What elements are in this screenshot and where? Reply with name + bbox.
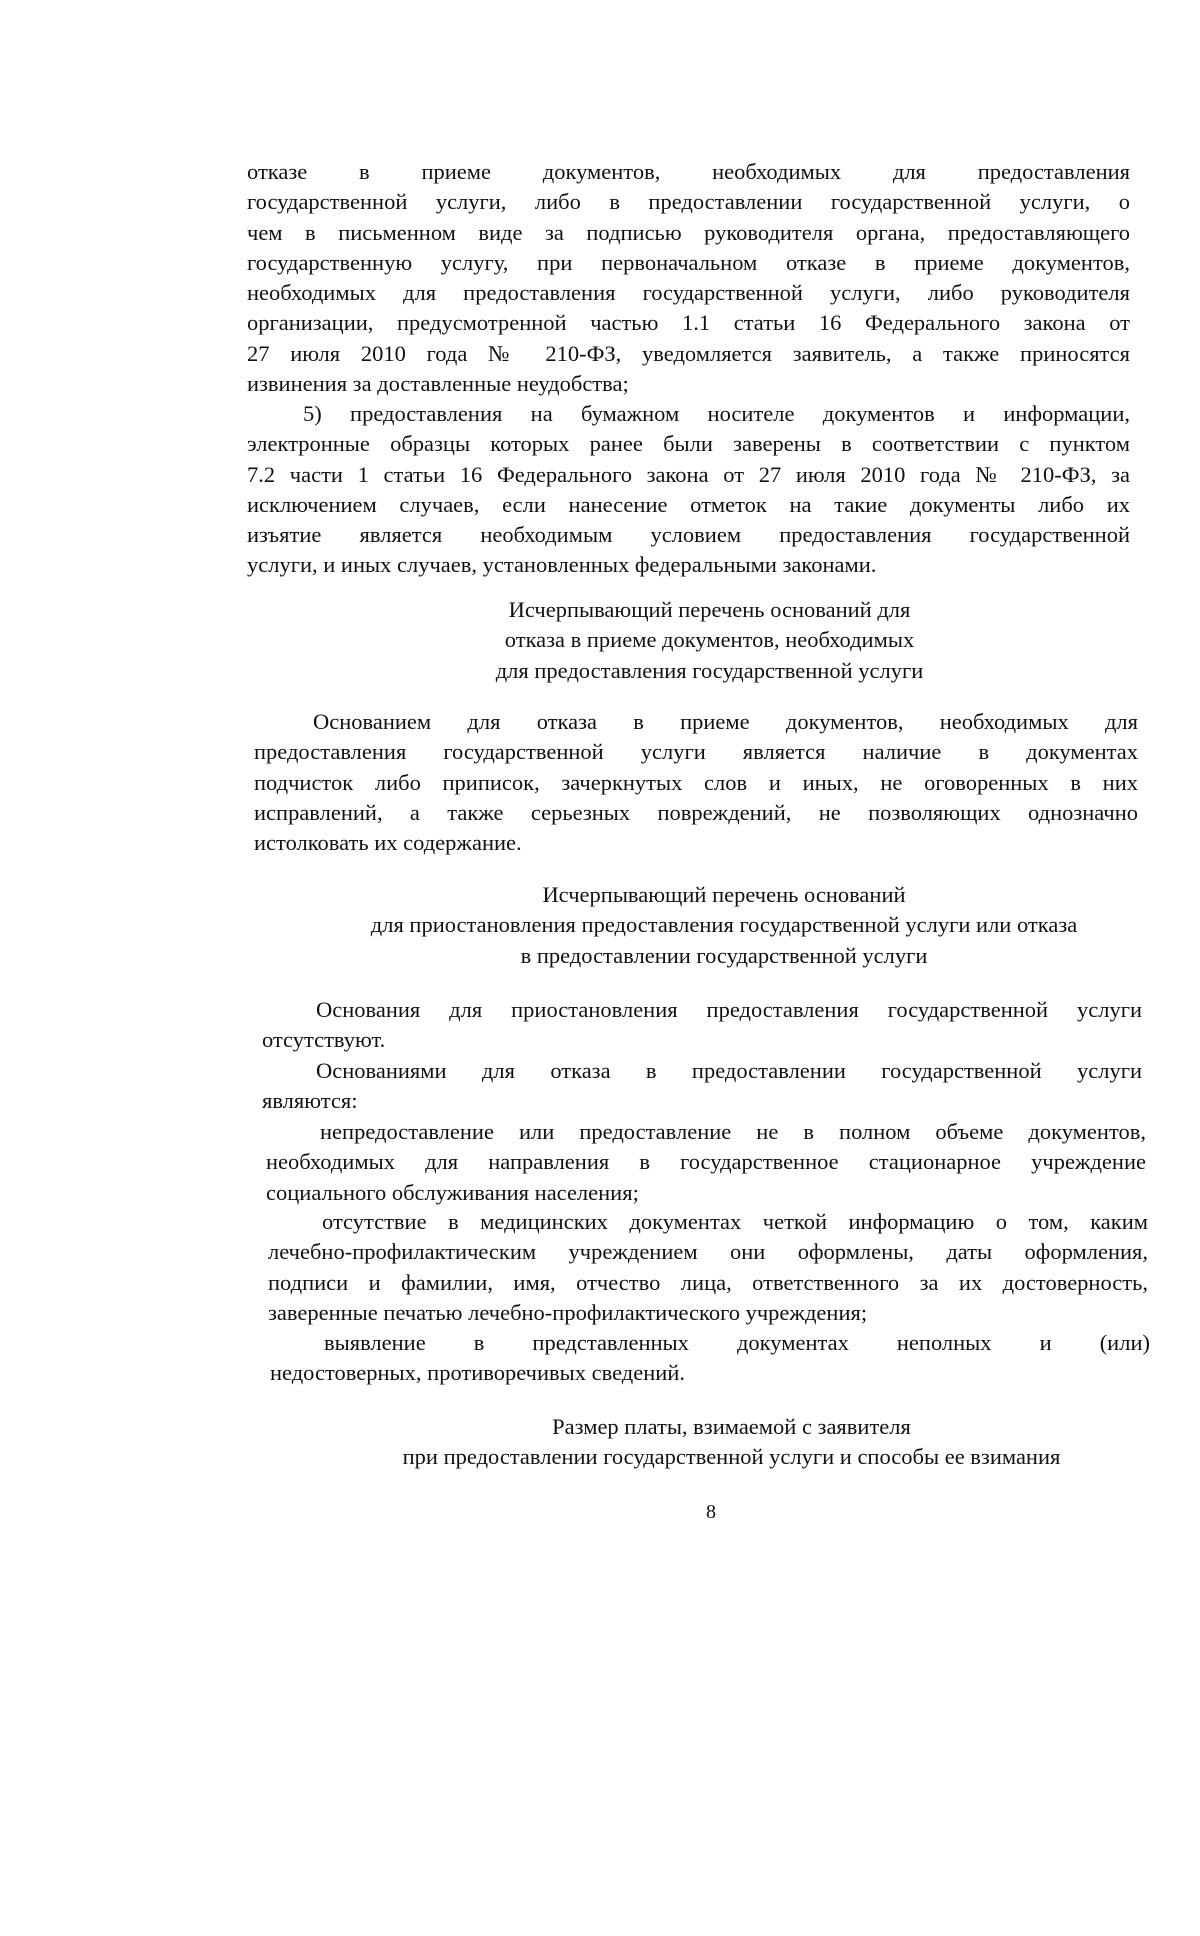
heading-line: Размер платы, взимаемой с заявителя [552, 1414, 911, 1439]
section-heading-document-refusal [247, 595, 1172, 686]
heading-line: при предоставлении государственной услуги и способы ее взимания [402, 1444, 1061, 1470]
text-line: изъятие является необходимым условием предоставления государственной [247, 522, 1130, 548]
paragraph-refusal-notice [247, 157, 1130, 399]
text-line: исправлений, а также серьезных повреждений, не позволяющих однозначно [254, 799, 1138, 825]
text-line: выявление в представленных документах неполных и (или) [324, 1330, 1150, 1355]
heading-line: отказа в приеме документов, необходимых [504, 627, 915, 653]
text-line: Основаниями для отказа в предоставлении государственной услуги [316, 1058, 1142, 1083]
paragraph-ground-false-info [270, 1328, 1150, 1389]
paragraph-item-5 [247, 399, 1130, 581]
text-line: непредоставление или предоставление не в полном объеме документов, [320, 1119, 1146, 1144]
paragraph-ground-medical [268, 1207, 1148, 1328]
text-line: являются: [262, 1088, 358, 1114]
text-line: недостоверных, противоречивых сведений. [270, 1360, 685, 1386]
paragraph-refusal-service-grounds [262, 1056, 1142, 1117]
text-line: Основания для приостановления предоставления государственной услуги [316, 997, 1142, 1022]
text-line: необходимых для предоставления государственной услуги, либо руководителя [247, 280, 1130, 306]
text-line: электронные образцы которых ранее были заверены в соответствии с пунктом [247, 431, 1130, 457]
heading-line: в предоставлении государственной услуги [520, 942, 928, 968]
text-line: извинения за доставленные неудобства; [247, 371, 629, 397]
text-line: государственной услуги, либо в предоставлении государственной услуги, о [247, 189, 1130, 215]
text-line: заверенные печатью лечебно-профилактического учреждения; [268, 1299, 868, 1325]
text-line: подчисток либо приписок, зачеркнутых слов и иных, не оговоренных в них [254, 769, 1138, 795]
text-line: лечебно-профилактическим учреждением они оформлены, даты оформления, [268, 1239, 1148, 1265]
text-line: истолковать их содержание. [254, 830, 522, 856]
text-line: отсутствие в медицинских документах четкой информацию о том, каким [322, 1209, 1148, 1234]
heading-line: для приостановления предоставления государственной услуги или отказа [370, 912, 1078, 938]
text-line: чем в письменном виде за подписью руководителя органа, предоставляющего [247, 219, 1130, 245]
paragraph-suspension-grounds [262, 995, 1142, 1056]
paragraph-ground-documents [266, 1117, 1146, 1208]
text-line: необходимых для направления в государственное стационарное учреждение [266, 1149, 1146, 1175]
text-line: 7.2 части 1 статьи 16 Федерального закона от 27 июля 2010 года № 210-ФЗ, за [247, 461, 1130, 487]
text-line: подписи и фамилии, имя, отчество лица, ответственного за их достоверность, [268, 1269, 1148, 1295]
text-line: услуги, и иных случаев, установленных федеральными законами. [247, 552, 877, 578]
text-line: организации, предусмотренной частью 1.1 статьи 16 Федерального закона от [247, 310, 1130, 336]
text-line: отсутствуют. [262, 1027, 386, 1053]
section-heading-suspension [254, 880, 1194, 971]
page-number: 8 [706, 1501, 716, 1523]
section-heading-fee [264, 1412, 1199, 1473]
text-line: государственную услугу, при первоначальном отказе в приеме документов, [247, 249, 1130, 275]
heading-line: для предоставления государственной услуги [495, 657, 924, 683]
heading-line: Исчерпывающий перечень оснований [542, 882, 906, 907]
text-line: отказе в приеме документов, необходимых для предоставления [247, 159, 1130, 184]
text-line: исключением случаев, если нанесение отметок на такие документы либо их [247, 491, 1130, 517]
text-line: 27 июля 2010 года № 210-ФЗ, уведомляется заявитель, а также приносятся [247, 340, 1130, 366]
heading-line: Исчерпывающий перечень оснований для [508, 597, 911, 622]
text-line: Основанием для отказа в приеме документов, необходимых для [313, 709, 1138, 734]
text-line: 5) предоставления на бумажном носителе документов и информации, [303, 401, 1130, 426]
paragraph-refusal-grounds [254, 707, 1138, 858]
text-line: социального обслуживания населения; [266, 1179, 639, 1205]
text-line: предоставления государственной услуги является наличие в документах [254, 739, 1138, 765]
